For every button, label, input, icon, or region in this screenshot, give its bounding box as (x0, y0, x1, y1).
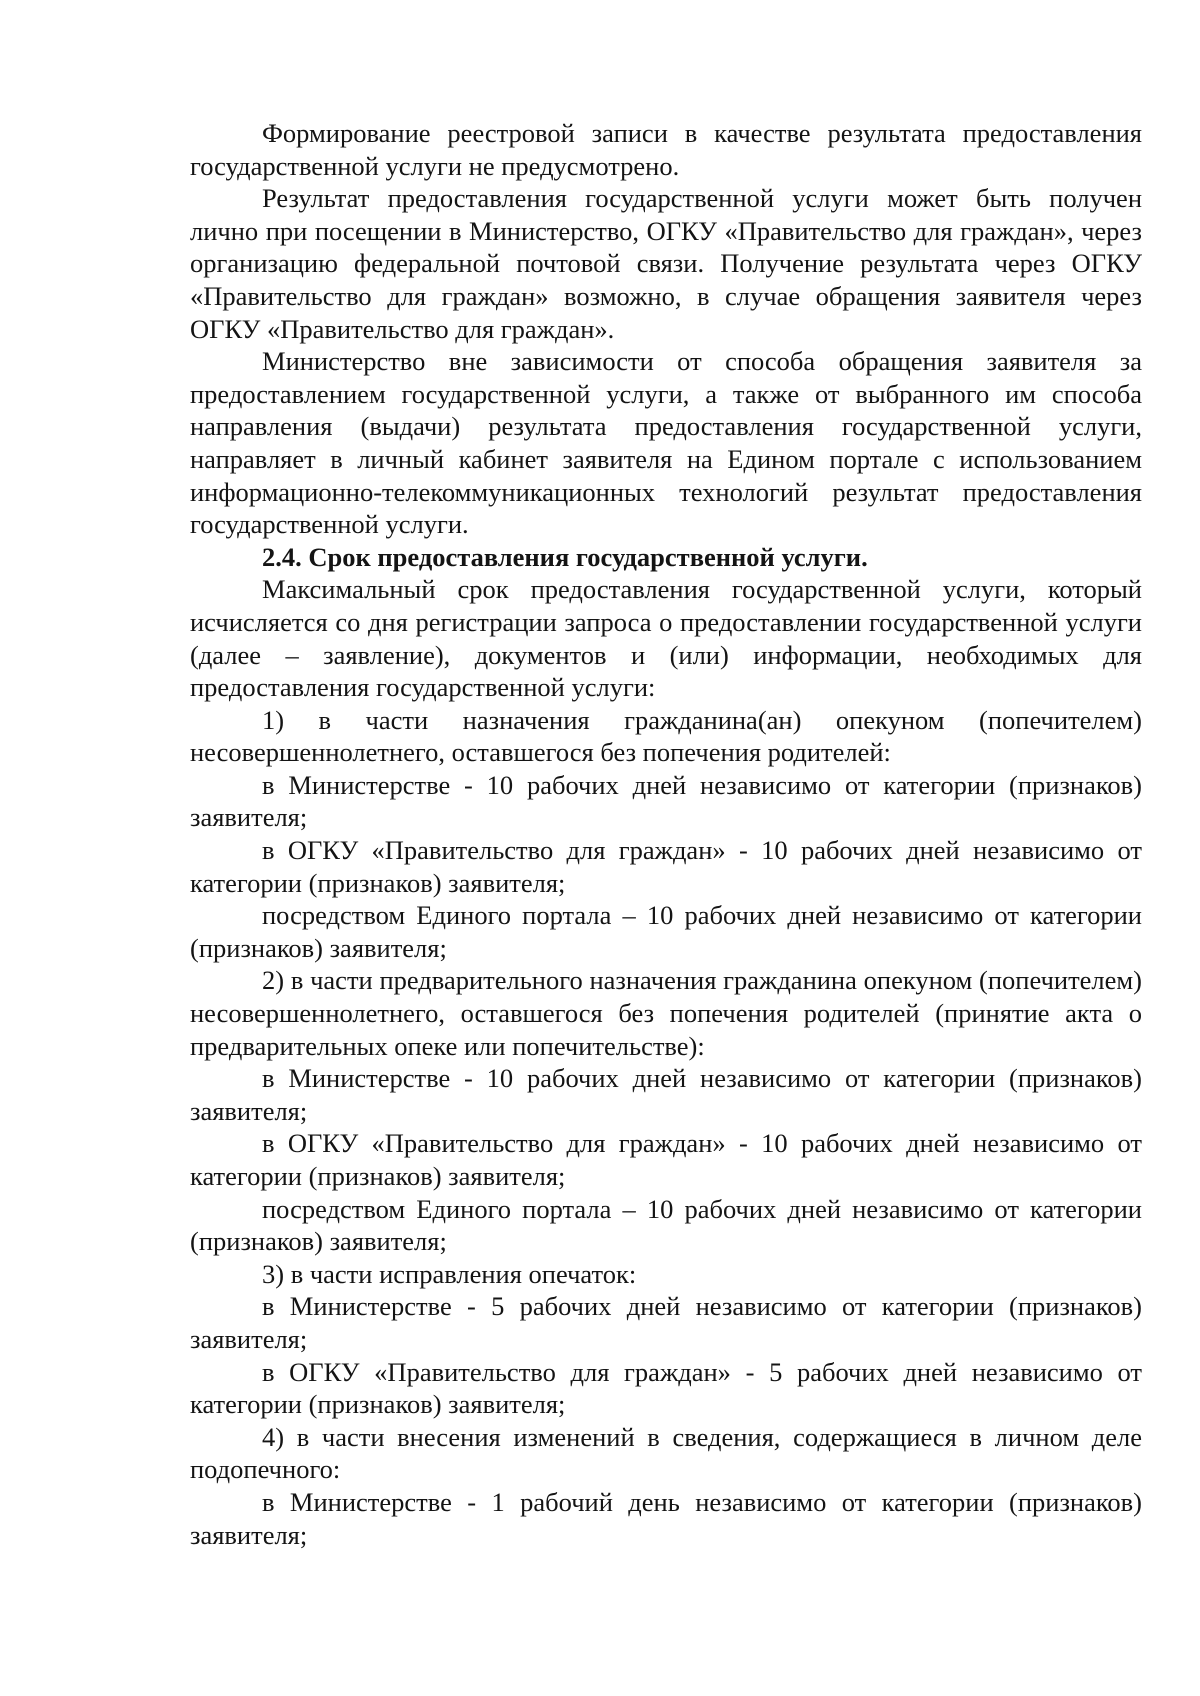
list-item-3: 3) в части исправления опечаток: (262, 1258, 637, 1289)
section-heading: 2.4. Срок предоставления государственной услуги. (262, 541, 868, 572)
list-item-4: 4) в части внесения изменений в сведения, содержащиеся в личном деле подопечного: (190, 1421, 1142, 1485)
paragraph-registry-record: Формирование реестровой записи в качестве результата предоставления государственной услуги не предусмотрено. (190, 118, 1142, 181)
list-item-1-ogku: в ОГКУ «Правительство для граждан» - 10 рабочих дней независимо от категории (признаков) заявителя; (190, 835, 1142, 898)
paragraph-personal-cabinet: Министерство вне зависимости от способа обращения заявителя за предоставлением государственной услуги, а также от выбранного им способа направления (выдачи) результата предоставления государственной услуги, направляет в личный кабинет заявителя на Едином портале с использованием информационно-телекоммуникационных технологий результат предоставления государственной услуги. (190, 346, 1142, 540)
list-item-4-ministry: в Министерстве - 1 рабочий день независимо от категории (признаков) заявителя; (190, 1486, 1142, 1550)
list-item-2-ministry: в Министерстве - 10 рабочих дней независимо от категории (признаков) заявителя; (190, 1063, 1142, 1126)
list-item-2-ogku: в ОГКУ «Правительство для граждан» - 10 рабочих дней независимо от категории (признаков) заявителя; (190, 1128, 1142, 1191)
list-item-1: 1) в части назначения гражданина(ан) опекуном (попечителем) несовершеннолетнего, оставшегося без попечения родителей: (190, 704, 1142, 768)
list-item-1-portal: посредством Единого портала – 10 рабочих дней независимо от категории (признаков) заявителя; (190, 900, 1142, 963)
document-page (190, 117, 1142, 1551)
list-item-2-portal: посредством Единого портала – 10 рабочих дней независимо от категории (признаков) заявителя; (190, 1193, 1142, 1257)
paragraph-result-receipt: Результат предоставления государственной услуги может быть получен лично при посещении в Министерство, ОГКУ «Правительство для граждан», через организацию федеральной почтовой связи. Получение результата через ОГКУ «Правительство для граждан» возможно, в случае обращения заявителя через ОГКУ «Правительство для граждан». (190, 183, 1142, 344)
list-item-2: 2) в части предварительного назначения гражданина опекуном (попечителем) несовершеннолетнего, оставшегося без попечения родителей (принятие акта о предварительных опеке или попечительстве): (190, 965, 1142, 1061)
list-item-1-ministry: в Министерстве - 10 рабочих дней независимо от категории (признаков) заявителя; (190, 769, 1142, 833)
paragraph-max-term: Максимальный срок предоставления государственной услуги, который исчисляется со дня регистрации запроса о предоставлении государственной услуги (далее – заявление), документов и (или) информации, необходимых для предоставления государственной услуги: (190, 574, 1142, 703)
list-item-3-ogku: в ОГКУ «Правительство для граждан» - 5 рабочих дней независимо от категории (признаков) заявителя; (190, 1356, 1142, 1420)
list-item-3-ministry: в Министерстве - 5 рабочих дней независимо от категории (признаков) заявителя; (190, 1291, 1142, 1354)
